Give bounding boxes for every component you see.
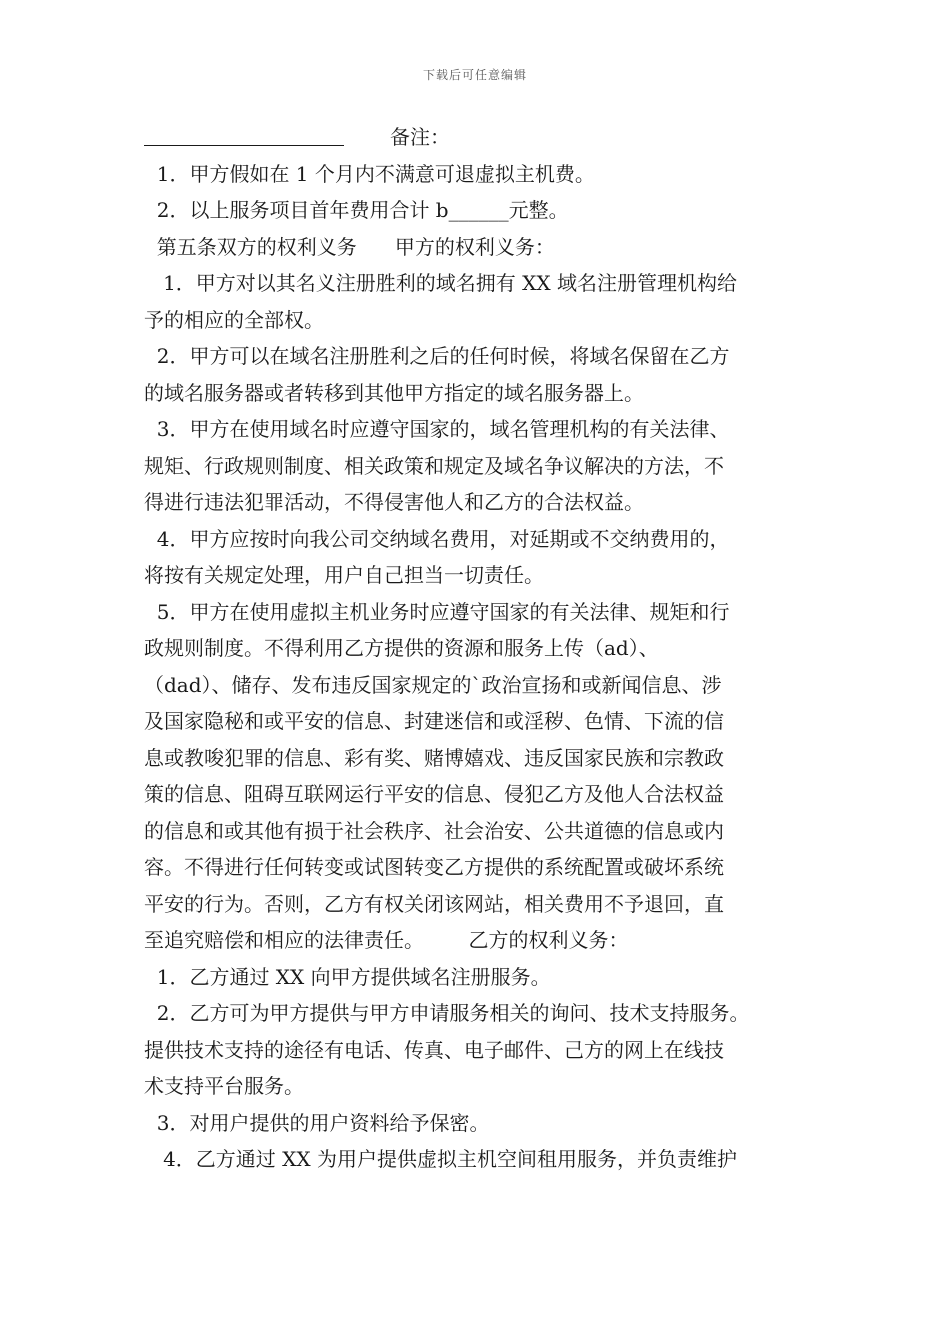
- paragraph-line: 术支持平台服务。: [144, 1074, 304, 1098]
- paragraph-line: 2．甲方可以在域名注册胜利之后的任何时候，将域名保留在乙方: [144, 344, 730, 368]
- paragraph-line: 4．甲方应按时向我公司交纳域名费用，对延期或不交纳费用的，: [144, 526, 730, 551]
- paragraph-line: 至追究赔偿和相应的法律责任。 乙方的权利义务：: [144, 928, 629, 952]
- paragraph-line: 提供技术支持的途径有电话、传真、电子邮件、己方的网上在线技: [144, 1037, 724, 1062]
- paragraph-line: 3．对用户提供的用户资料给予保密。: [144, 1110, 490, 1135]
- paragraph-line: 及国家隐秘和或平安的信息、封建迷信和或淫秽、色情、下流的信: [144, 709, 724, 733]
- paragraph-line: 得进行违法犯罪活动，不得侵害他人和乙方的合法权益。: [144, 490, 644, 514]
- paragraph-line: 政规则制度。不得利用乙方提供的资源和服务上传（ad）、: [144, 636, 659, 660]
- paragraph-line: 1．甲方对以其名义注册胜利的域名拥有 XX 域名注册管理机构给: [144, 271, 737, 295]
- paragraph-line: （dad）、储存、发布违反国家规定的`政治宣扬和或新闻信息、涉: [144, 672, 722, 697]
- paragraph-line: 3．甲方在使用域名时应遵守国家的，域名管理机构的有关法律、: [144, 417, 730, 441]
- paragraph-line: 予的相应的全部权。: [144, 307, 324, 332]
- document-body: [144, 119, 808, 1178]
- paragraph-line: 策的信息、阻碍互联网运行平安的信息、侵犯乙方及他人合法权益: [144, 782, 724, 806]
- paragraph-line: 1．乙方通过 XX 向甲方提供域名注册服务。: [144, 964, 551, 989]
- paragraph-line: 的域名服务器或者转移到其他甲方指定的域名服务器上。: [144, 380, 644, 405]
- remarks-line: [144, 119, 808, 156]
- paragraph-line: 5．甲方在使用虚拟主机业务时应遵守国家的有关法律、规矩和行: [144, 599, 730, 624]
- paragraph-line: 规矩、行政规则制度、相关政策和规定及域名争议解决的方法，不: [144, 453, 724, 478]
- paragraph-line: 息或教唆犯罪的信息、彩有奖、赌博嬉戏、违反国家民族和宗教政: [144, 745, 724, 770]
- signature-blank: [144, 125, 344, 146]
- paragraph-line: 容。不得进行任何转变或试图转变乙方提供的系统配置或破坏系统: [144, 855, 724, 879]
- paragraph-line: 平安的行为。否则，乙方有权关闭该网站，相关费用不予退回，直: [144, 891, 724, 916]
- paragraph-line: 4．乙方通过 XX 为用户提供虚拟主机空间租用服务，并负责维护: [144, 1147, 737, 1171]
- paragraph-line: 1．甲方假如在 1 个月内不满意可退虚拟主机费。: [144, 161, 595, 186]
- paragraph-line: 将按有关规定处理，用户自己担当一切责任。: [144, 563, 544, 587]
- paragraph-line: 第五条双方的权利义务 甲方的权利义务：: [144, 234, 555, 259]
- paragraph-line: 的信息和或其他有损于社会秩序、社会治安、公共道德的信息或内: [144, 818, 724, 843]
- paragraph-line: 2．乙方可为甲方提供与甲方申请服务相关的询问、技术支持服务。: [144, 1001, 750, 1025]
- paragraph-line: 2．以上服务项目首年费用合计 b______元整。: [144, 198, 569, 222]
- remarks-label: 备注：: [390, 125, 450, 149]
- page-header: 下载后可任意编辑: [422, 68, 527, 82]
